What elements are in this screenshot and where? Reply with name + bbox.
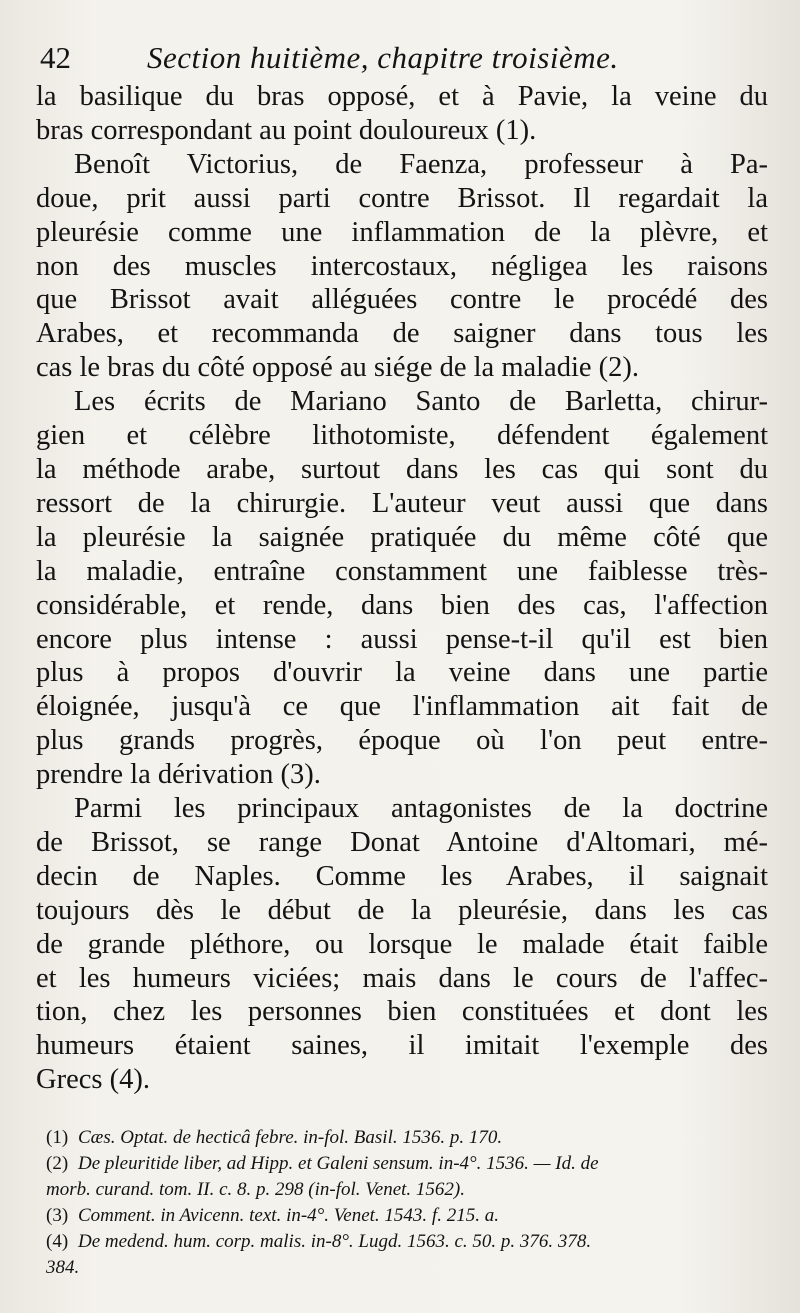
footnote-text: morb. curand. tom. II. c. 8. p. 298 (in-fol. Venet. 1562). [46,1179,465,1200]
text-line: considérable, et rende, dans bien des cas, l'affection [36,589,768,621]
text-line: et les humeurs viciées; mais dans le cours de l'affec- [36,962,768,994]
footnote-marker: (3) [46,1205,69,1226]
text-line: ressort de la chirurgie. L'auteur veut aussi que dans [36,487,768,519]
text-line: Les écrits de Mariano Santo de Barletta, chirur- [74,386,768,418]
footnote-3 [46,1203,786,1229]
text-line: la méthode arabe, surtout dans les cas qui sont du [36,453,768,485]
footnotes [46,1125,786,1281]
text-line: éloignée, jusqu'à ce que l'inflammation ait fait de [36,691,768,723]
footnote-marker: (1) [46,1127,69,1148]
footnote-marker: (2) [46,1153,69,1174]
text-line: de Brissot, se range Donat Antoine d'Altomari, mé- [36,826,768,858]
text-line: tion, chez les personnes bien constituées et dont les [36,996,768,1028]
footnote-1 [46,1125,786,1151]
text-line: Arabes, et recommanda de saigner dans tous les [36,318,768,350]
page-number: 42 [40,40,71,75]
text-line: prendre la dérivation (3). [36,759,321,791]
text-line: la basilique du bras opposé, et à Pavie, la veine du [36,81,768,112]
paragraph-1 [36,80,768,148]
text-line: gien et célèbre lithotomiste, défendent également [36,420,768,452]
text-line: Parmi les principaux antagonistes de la doctrine [74,793,768,825]
text-line: plus grands progrès, époque où l'on peut entre- [36,725,768,757]
paragraph-3 [36,385,768,792]
text-line: plus à propos d'ouvrir la veine dans une partie [36,657,768,689]
footnote-text: 384. [46,1257,80,1278]
footnote-text: Cæs. Optat. de hecticâ febre. in-fol. Basil. 1536. p. 170. [78,1127,503,1148]
text-line: la pleurésie la saignée pratiquée du même côté que [36,521,768,553]
footnote-marker: (4) [46,1231,69,1252]
text-line: que Brissot avait alléguées contre le procédé des [36,284,768,316]
footnote-4 [46,1229,786,1255]
footnote-4-continuation [46,1255,786,1281]
text-line: Benoît Victorius, de Faenza, professeur à Pa- [74,148,768,180]
text-line: humeurs étaient saines, il imitait l'exemple des [36,1030,768,1062]
text-line: bras correspondant au point douloureux (1). [36,114,537,146]
text-line: decin de Naples. Comme les Arabes, il saignait [36,860,768,892]
running-title: Section huitième, chapitre troisième. [147,40,619,75]
text-line: toujours dès le début de la pleurésie, dans les cas [36,894,768,926]
footnote-2 [46,1151,786,1177]
text-line: la maladie, entraîne constamment une faiblesse très- [36,555,768,587]
text-line: non des muscles intercostaux, négligea les raisons [36,250,768,282]
text-line: doue, prit aussi parti contre Brissot. Il regardait la [36,182,768,214]
text-line: pleurésie comme une inflammation de la plèvre, et [36,216,768,248]
paragraph-4 [36,792,768,1097]
page-header [40,38,760,78]
text-line: de grande pléthore, ou lorsque le malade était faible [36,928,768,960]
body-text [36,80,768,1097]
footnote-2-continuation [46,1177,786,1203]
text-line: Grecs (4). [36,1064,150,1096]
text-line: cas le bras du côté opposé au siége de la maladie (2). [36,352,640,384]
footnote-text: De medend. hum. corp. malis. in-8°. Lugd. 1563. c. 50. p. 376. 378. [78,1231,592,1252]
footnote-text: Comment. in Avicenn. text. in-4°. Venet. 1543. f. 215. a. [78,1205,499,1226]
paragraph-2 [36,148,768,385]
text-line: encore plus intense : aussi pense-t-il qu'il est bien [36,623,768,655]
footnote-text: De pleuritide liber, ad Hipp. et Galeni sensum. in-4°. 1536. — Id. de [78,1153,599,1174]
